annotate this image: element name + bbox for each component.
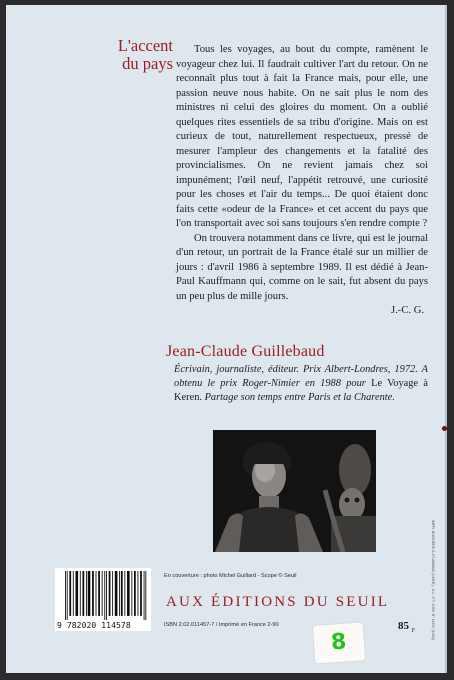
bio-part-1: Écrivain, journaliste, éditeur. Prix Albert-Londres, 1972. A obtenu le prix Roger-Nimier en 1988 pour bbox=[174, 364, 428, 389]
book-title bbox=[101, 37, 173, 73]
blurb-paragraph-1: Tous les voyages, au bout du compte, ramènent le voyageur chez lui. Il faudrait cultiver l'art du retour. On ne reconnaît plus tout à fait la France mais, pour elle, une passion neuve nous habite. On ne sait plus le nom des ministres ni celui des gloires du moment. On a oublié quelques rites essentiels de sa tribu d'origine. Mais on est curieux de tout, naturellement respectueux, pressé de mesurer l'ampleur des changements et la fatalité des provincialismes. On ne revient jamais chez soi impunément; l'œil neuf, l'appétit retrouvé, une curiosité pour les choses et l'air du temps... De quoi étaient donc faits cette «odeur de la France» et cet accent du pays que l'on transportait avec soi sans toujours s'en rendre compte ? bbox=[176, 44, 428, 229]
signature: J.-C. G. bbox=[391, 305, 424, 316]
blurb-text bbox=[176, 43, 428, 319]
price bbox=[398, 620, 415, 634]
price-value: 85 bbox=[398, 620, 409, 632]
author-name: Jean-Claude Guillebaud bbox=[166, 343, 325, 360]
price-unit: F bbox=[411, 628, 416, 635]
title-line-2: du pays bbox=[122, 54, 173, 73]
blurb-paragraph-2: On trouvera notamment dans ce livre, qui est le journal d'un retour, un portrait de la France étalé sur un millier de jours : d'avril 1986 à septembre 1989. Il est dédié à Jean-Paul Kauffmann qui, comme on le sait, fut absent du pays un peu plus de mille jours. bbox=[176, 232, 428, 302]
publisher-name: AUX ÉDITIONS DU SEUIL bbox=[166, 594, 390, 610]
author-bio bbox=[174, 363, 428, 405]
author-portrait-photo bbox=[213, 430, 376, 552]
title-line-1: L'accent bbox=[117, 36, 173, 55]
sticker-number: 8 bbox=[330, 629, 348, 656]
barcode-icon bbox=[55, 568, 151, 631]
isbn-line: ISBN 2.02.011457-7 / Imprimé en France 2-90 bbox=[164, 622, 279, 628]
barcode-digits: 9 782020 114578 bbox=[57, 621, 131, 630]
bio-book-title: Le Voyage à Keren. bbox=[174, 378, 428, 403]
ean-barcode bbox=[65, 571, 148, 620]
bio-part-2: Partage son temps entre Paris et la Charente. bbox=[201, 392, 395, 403]
printer-line: IMPR. BUSSIÈRE À ST-AMAND (CHER) - D.L. 1°T. 1990. N° 11457 (1092) bbox=[431, 520, 435, 640]
price-sticker bbox=[313, 622, 366, 663]
ink-dot bbox=[442, 426, 447, 431]
author-photo-icon bbox=[213, 430, 376, 552]
cover-credit: En couverture : photo Michel Guillard - Scope © Seuil bbox=[164, 573, 297, 579]
